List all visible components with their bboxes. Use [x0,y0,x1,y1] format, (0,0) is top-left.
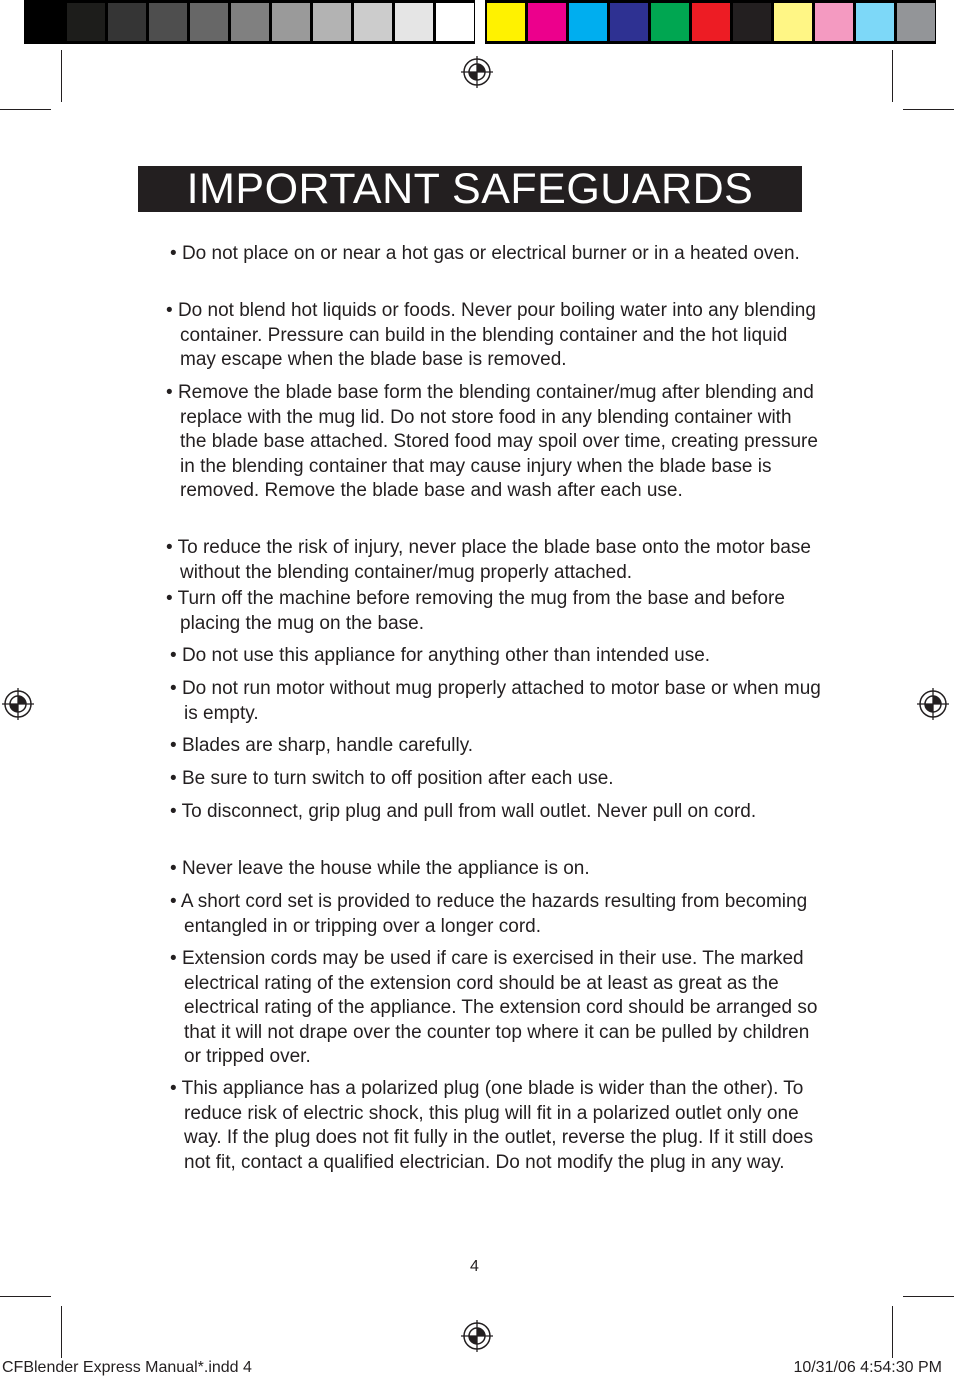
safeguard-item [166,536,820,585]
safeguard-text: Do not place on or near a hot gas or electrical burner or in a heated oven. [181,243,800,264]
color-swatch [897,3,935,41]
color-swatch [354,3,392,41]
safeguard-item [170,890,824,939]
color-swatch [774,3,812,41]
safeguard-text: Do not blend hot liquids or foods. Never pour boiling water into any blending container. Pressure can build in the blending container and the hot liquid may escape when the blade base is removed. [177,300,816,370]
safeguard-text: Be sure to turn switch to off position after each use. [181,768,614,789]
color-swatch [569,3,607,41]
grayscale-color-bar [24,0,475,44]
safeguard-text: To reduce the risk of injury, never place the blade base onto the motor base without the blending container/mug properly attached. [177,537,811,583]
safeguard-item [166,299,820,373]
safeguard-item [170,677,824,726]
crop-mark-bottom-right-horizontal [903,1296,954,1297]
crop-mark-top-right-vertical [892,50,893,102]
process-color-bar [485,0,936,44]
bullet: • [170,1078,177,1099]
color-swatch [651,3,689,41]
bullet: • [170,801,177,822]
color-swatch [487,3,525,41]
crop-mark-bottom-left-horizontal [0,1296,51,1297]
bullet: • [170,243,177,264]
page-number: 4 [470,1258,479,1275]
safeguard-text: To disconnect, grip plug and pull from wall outlet. Never pull on cord. [181,801,757,822]
color-swatch [231,3,269,41]
color-swatch [815,3,853,41]
safeguard-item [170,1077,832,1175]
safeguard-item [166,587,820,636]
registration-mark-icon [917,688,949,720]
color-swatch [733,3,771,41]
safeguard-item [170,734,824,759]
bullet: • [166,588,173,609]
safeguard-item [170,644,824,669]
bullet: • [170,948,177,969]
bullet: • [170,645,177,666]
bullet: • [170,858,177,879]
safeguard-item [166,381,820,504]
color-swatch [528,3,566,41]
safeguard-text: Extension cords may be used if care is exercised in their use. The marked electrical rating of the extension cord should be at least as great as the electrical rating of the appliance. The extension cord should be arranged so that it will not drape over the counter top where it can be pulled by children or tripped over. [181,948,818,1067]
crop-mark-bottom-right-vertical [892,1306,893,1358]
slug-datetime: 10/31/06 4:54:30 PM [793,1359,942,1376]
bullet: • [170,678,177,699]
safeguard-text: A short cord set is provided to reduce the hazards resulting from becoming entangled in or tripping over a longer cord. [180,891,808,937]
page-title: IMPORTANT SAFEGUARDS [138,166,802,212]
crop-mark-top-right-horizontal [903,109,954,110]
safeguard-text: Do not run motor without mug properly attached to motor base or when mug is empty. [181,678,821,724]
color-swatch [436,3,474,41]
bullet: • [166,382,173,403]
color-swatch [856,3,894,41]
color-swatch [395,3,433,41]
color-swatch [272,3,310,41]
bullet: • [170,768,177,789]
bullet: • [166,300,173,321]
color-swatch [149,3,187,41]
registration-mark-icon [461,1320,493,1352]
slug-filename: CFBlender Express Manual*.indd 4 [2,1359,252,1376]
safeguard-item [170,800,824,825]
color-swatch [313,3,351,41]
crop-mark-bottom-left-vertical [61,1306,62,1358]
safeguard-text: Blades are sharp, handle carefully. [181,735,474,756]
safeguard-text: Turn off the machine before removing the mug from the base and before placing the mug on the base. [177,588,785,634]
color-swatch [26,3,64,41]
safeguard-text: This appliance has a polarized plug (one blade is wider than the other). To reduce risk of electric shock, this plug will fit in a polarized outlet only one way. If the plug does not fit fully in the outlet, reverse the plug. If it still does not fit, contact a qualified electrician. Do not modify the plug in any way. [181,1078,814,1173]
safeguard-item [170,857,824,882]
bullet: • [170,891,177,912]
safeguard-item [170,242,824,267]
safeguard-text: Do not use this appliance for anything other than intended use. [181,645,711,666]
safeguard-item [170,947,824,1070]
bullet: • [166,537,173,558]
registration-mark-icon [2,688,34,720]
color-swatch [108,3,146,41]
safeguard-text: Never leave the house while the appliance is on. [181,858,590,879]
safeguard-item [170,767,824,792]
registration-mark-icon [461,56,493,88]
color-swatch [692,3,730,41]
color-swatch [67,3,105,41]
crop-mark-top-left-horizontal [0,109,51,110]
color-swatch [610,3,648,41]
safeguard-text: Remove the blade base form the blending container/mug after blending and replace with the mug lid. Do not store food in any blending container with the blade base attached. Stored food may spoil over time, creating pressure in the blending container that may cause injury when the blade base is removed. Remove the blade base and wash after each use. [177,382,818,501]
color-swatch [190,3,228,41]
crop-mark-top-left-vertical [61,50,62,102]
bullet: • [170,735,177,756]
